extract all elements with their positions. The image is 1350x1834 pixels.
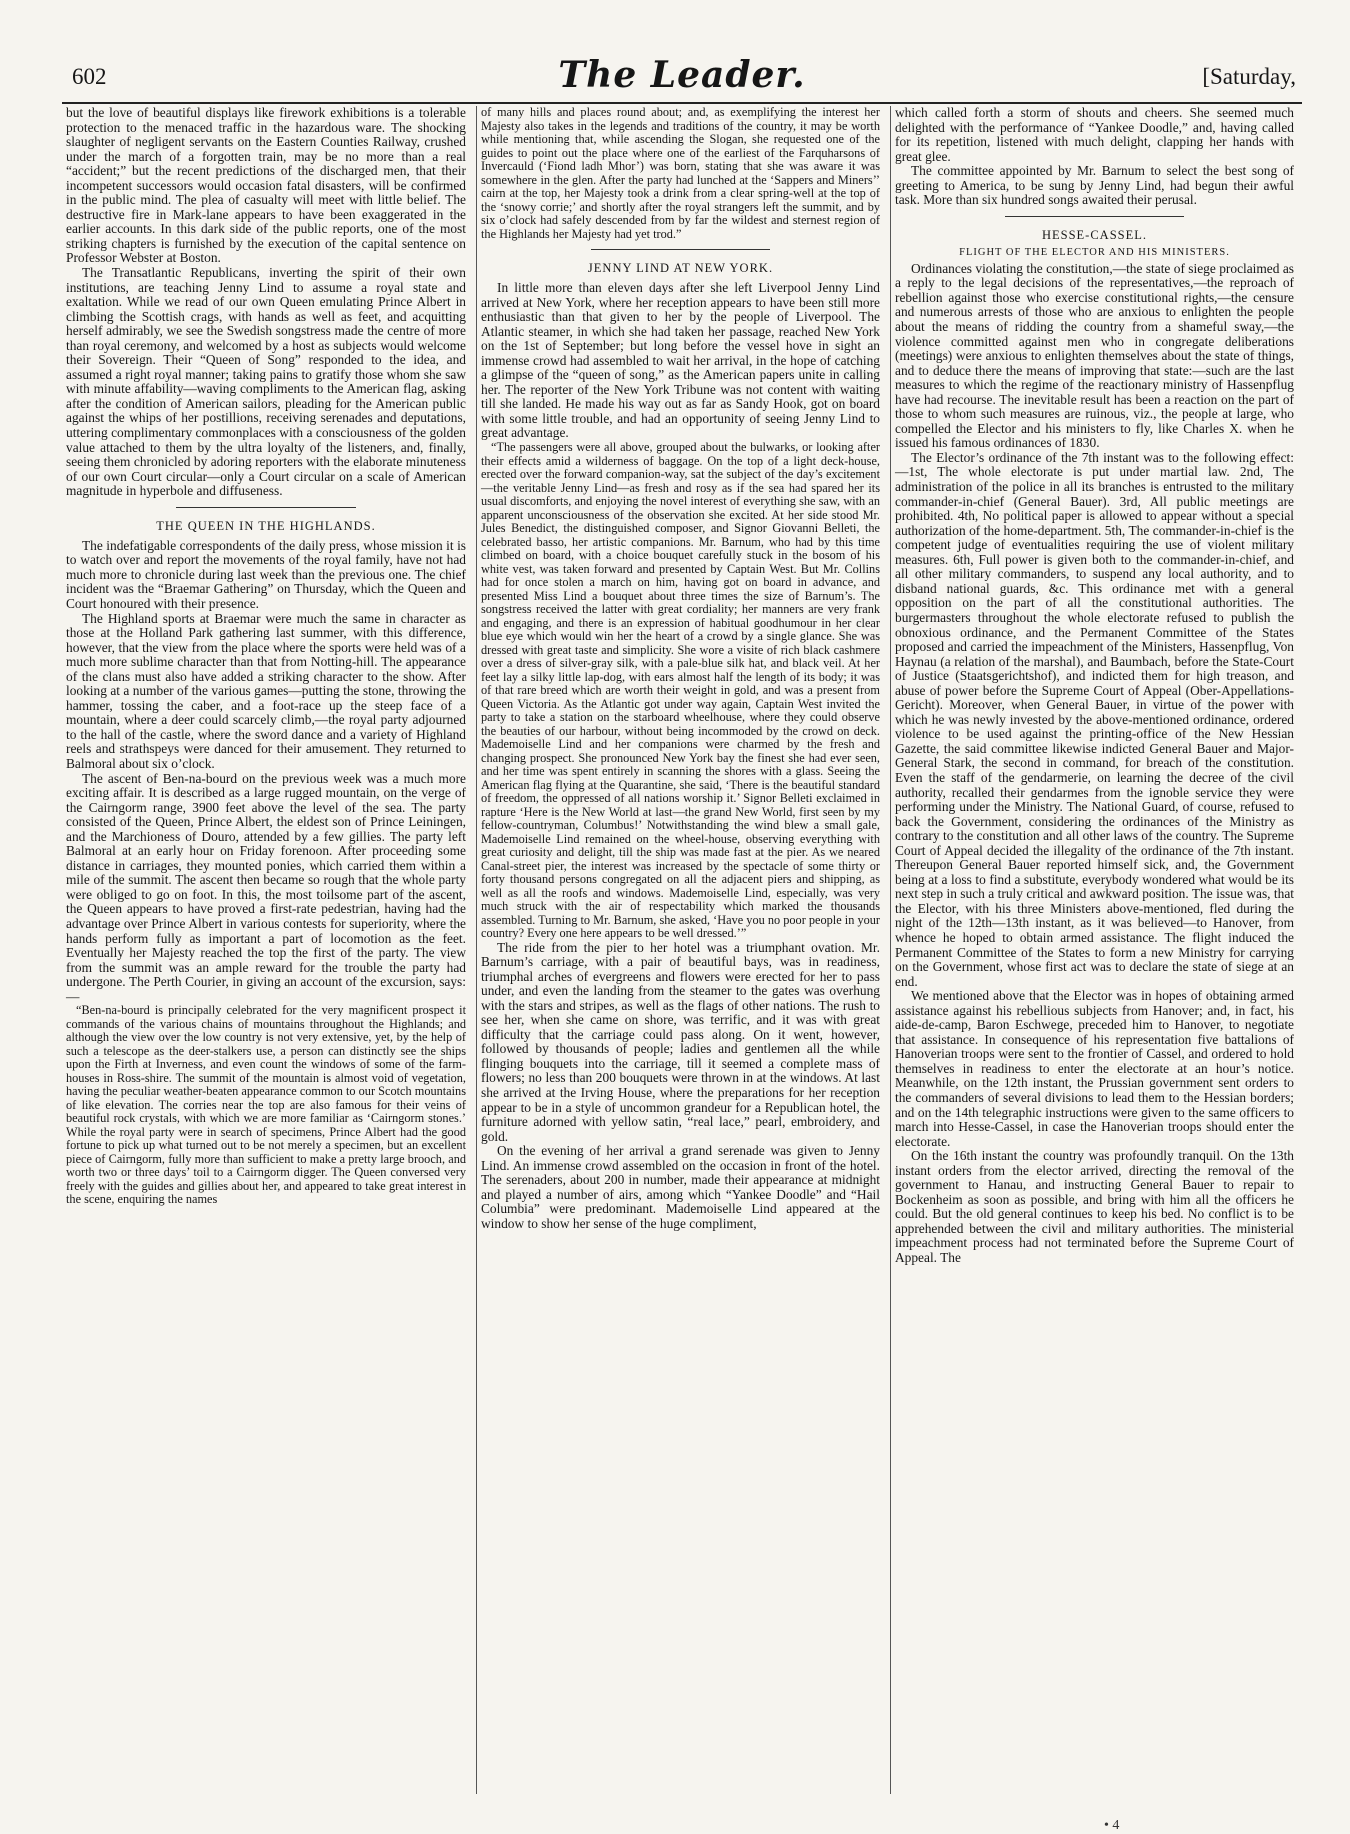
- page-number: 602: [72, 64, 107, 89]
- paragraph: The committee appointed by Mr. Barnum to select the best song of greeting to America, to be sung by Jenny Lind, had begun their awful task. More than six hundred songs awaited their perusal.: [895, 163, 1294, 208]
- paragraph: On the 16th instant the country was profoundly tranquil. On the 13th instant orders from the elector arrived, directing the removal of the government to Hanau, and instructing General Bauer to repair to Bockenheim as soon as possible, and bring with him all the officers he could. But the old general continues to keep his bed. No conflict is to be apprehended between the civil and military authorities. The ministerial impeachment process had not terminated before the Supreme Court of Appeal. The: [895, 1148, 1294, 1266]
- article-columns: [62, 106, 1302, 1794]
- section-subheading: FLIGHT OF THE ELECTOR AND HIS MINISTERS.: [959, 246, 1230, 258]
- paragraph: but the love of beautiful displays like firework exhibitions is a tolerable protection to the menaced traffic in the hazardous ware. The shocking slaughter of negligent servants on the Eastern Counties Railway, crushed under the march of a forgotten train, may be no more than a real “accident;” but the recent predictions of the discharged men, that their incompetent successors would occasion fatal disasters, will be confirmed in the public mind. The plea of casualty will meet with little belief. The destructive fire in Mark-lane appears to have been exaggerated in the earlier accounts. In this dark side of the public reports, one of the most striking chapters is furnished by the execution of the capital sentence on Professor Webster at Boston.: [66, 106, 466, 266]
- paragraph: The indefatigable correspondents of the daily press, whose mission it is to watch over and report the movements of the royal family, have not had much more to chronicle during last week than the previous one. The chief incident was the “Braemar Gathering” on Thursday, which the Queen and Court honoured with their presence.: [66, 537, 466, 611]
- page-header: [62, 54, 1302, 104]
- footer-mark: • 4: [1104, 1818, 1120, 1833]
- paragraph: Ordinances violating the constitution,—the state of siege proclaimed as a reply to the legal decisions of the representatives,—the reproach of rebellion against those who exercise constitutional rights,—the censure and numerous arrests of those who are anxious to enlighten the people about the means of ridding the country from a shameful sway,—the violence committed against men who in congregate deliberations (meetings) were anxious to enlighten themselves about the state of things, and to deduce there the means of improving that state:—such are the last measures to which the regime of the reactionary ministry of Hassenpflug have had recourse. The inevitable result has been a reaction on the part of those to whom such measures are ruinous, viz., the people at large, who compelled the Elector and his ministers to fly, like Charles X. when he issued his famous ordinances of 1830.: [895, 260, 1294, 451]
- paragraph: The Elector’s ordinance of the 7th instant was to the following effect:—1st, The whole electorate is put under martial law. 2nd, The administration of the police in all its branches is entrusted to the military commander-in-chief (General Bauer). 3rd, All public meetings are prohibited. 4th, No political paper is allowed to appear without a special authorization of the home-department. 5th, The commander-in-chief is the competent judge of eventualities requiring the use of violent military measures. 6th, Full power is given both to the commander-in-chief, and all other military commanders, to suspend any local authority, and to disband national guards, &c. This ordinance met with a general opposition on the part of all the constitutional authorities. The burgermasters throughout the whole electorate refused to publish the obnoxious ordinance, and the Permanent Committee of the States proposed and carried the impeachment of the Ministers, Hassenpflug, Von Haynau (a relation of the marshal), and Baumbach, before the State-Court of Justice (Staatsgerichtshof), and indicted them for high treason, and abuse of power before the Supreme Court of Appeal (Ober-Appellations-Gericht). Moreover, when General Bauer, in virtue of the power with which he was newly invested by the above-mentioned ordinance, ordered violence to be used against the printing-office of the New Hessian Gazette, the said committee likewise indicted General Bauer and Major-General Stark, the second in command, for breach of the constitution. Even the staff of the gendarmerie, on learning the decree of the civil authority, recalled their gendarmes from the ignoble service they were performing under the Ministry. The National Guard, of course, refused to back the Government, considering the ordinances of the Ministry as contrary to the constitution and all other laws of the country. The Supreme Court of Appeal decided the illegality of the ordinance of the 7th instant. Thereupon General Bauer reported himself sick, and, the Government being at a loss to find a substitute, everybody wondered what would be its next step in such a truly critical and awkward position. The issue was, that the Elector, with his three Ministers above-mentioned, fled during the night of the 12th—13th instant, as it was believed—to Hanover, from whence he hoped to obtain armed assistance. The flight induced the Permanent Committee of the States to form a new Ministry for carrying on the Government, whose first act was to declare the state of siege at an end.: [895, 449, 1294, 989]
- quoted-passage: “Ben-na-bourd is principally celebrated for the very magnificent prospect it commands of the various chains of mountains throughout the Highlands; and although the view over the low country is not very extensive, yet, by the help of such a telescope as the deer-stalkers use, a person can distinctly see the ships upon the Firth at Inverness, and even count the windows of some of the farm-houses in Ross-shire. The summit of the mountain is almost void of vegetation, having the peculiar weather-beaten appearance common to our Scotch mountains of like elevation. The corries near the top are also famous for their veins of beautiful rock crystals, with which we are more familiar as ‘Cairngorm stones.’ While the royal party were in search of specimens, Prince Albert had the good fortune to pick up what turned out to be not merely a specimen, but an excellent piece of Cairngorm, fully more than sufficient to make a pretty large brooch, and worth two or three days’ toil to a Cairngorm digger. The Queen conversed very freely with the guides and gillies about her, and appeared to take great interest in the scene, enquiring the names: [66, 1003, 466, 1207]
- paragraph: The ascent of Ben-na-bourd on the previous week was a much more exciting affair. It is described as a large rugged mountain, on the verge of the Cairngorm range, 3900 feet above the level of the sea. The party consisted of the Queen, Prince Albert, the eldest son of Prince Leiningen, and the Marchioness of Douro, attended by a few gillies. The party left Balmoral at an early hour on Friday forenoon. After proceeding some distance in carriages, they mounted ponies, which carried them within a mile of the summit. The ascent then became so rough that the whole party were obliged to go on foot. In this, the most toilsome part of the ascent, the Queen appears to have proved a first-rate pedestrian, having had the advantage over Prince Albert in various contests for superiority, where the hands perform fully as important a part of locomotion as the feet. Eventually her Majesty reached the top the first of the party. The view from the summit was an ample reward for the trouble the party had undergone. The Perth Courier, in giving an account of the excursion, says:—: [66, 770, 466, 1004]
- section-heading: JENNY LIND AT NEW YORK.: [587, 261, 774, 275]
- section-rule: [176, 507, 356, 508]
- paragraph: The ride from the pier to her hotel was a triumphant ovation. Mr. Barnum’s carriage, with a pair of beautiful bays, was in readiness, triumphal arches of evergreens and flowers were erected for her to pass under, and even the landing from the steamer to the gates was overhung with the stars and stripes, as well as the flags of other nations. The rush to see her, when she came on shore, was terrific, and it was with great difficulty that the carriage could pass along. On it went, however, followed by thousands of people; ladies and gentlemen all the while flinging bouquets into the carriage, till it seemed a complete mass of flowers; no less than 200 bouquets were thrown in at the windows. At last she arrived at the Irving House, where the preparations for her reception appear to be in a style of uncommon grandeur for a Republican hotel, the furniture adorned with yellow satin, “real lace,” pearl, embroidery, and gold.: [481, 939, 880, 1144]
- paragraph: which called forth a storm of shouts and cheers. She seemed much delighted with the performance of “Yankee Doodle,” and, having called for its repetition, listened with much delight, clapping her hands with great glee.: [895, 106, 1294, 164]
- quoted-passage: “The passengers were all above, grouped about the bulwarks, or looking after their effects amid a wilderness of baggage. On the top of a light deck-house, erected over the forward companion-way, sat the subject of the day’s excitement—the veritable Jenny Lind—as fresh and rosy as if the sea had spared her its usual discomforts, and enjoying the novel interest of everything she saw, with an apparent unconsciousness of the observation she excited. At her side stood Mr. Jules Benedict, the distinguished composer, and Signor Giovanni Belleti, the celebrated basso, her artistic companions. Mr. Barnum, who had by this time climbed on board, with a choice bouquet carefully stuck in the bosom of his white vest, was taken forward and presented by Captain West. But Mr. Collins had for once stolen a march on him, having got on board in advance, and presented Miss Lind a bouquet about three times the size of Barnum’s. The songstress received the latter with great cordiality; her manners are very frank and engaging, and there is an expression of habitual goodhumour in her clear blue eye which would win her the heart of a crowd by a single glance. She was dressed with great taste and simplicity. She wore a visite of rich black cashmere over a dress of silver-gray silk, with a pale-blue silk hat, and black veil. At her feet lay a silky little lap-dog, with ears almost half the length of its body; it was of that rare breed which are worth their weight in gold, and was a present from Queen Victoria. As the Atlantic got under way again, Captain West invited the party to take a station on the starboard wheelhouse, where they could observe the beauties of our harbour, without being incommoded by the crowd on deck. Mademoiselle Lind and her companions were charmed by the fresh and changing prospect. She pronounced New York bay the finest she had ever seen, and her time was spent entirely in scanning the shores with a glass. Seeing the American flag flying at the Quarantine, she said, ‘There is the beautiful standard of freedom, the oppressed of all nations worship it.’ Signor Belleti exclaimed in rapture ‘Here is the New World at last—the grand New World, first seen by my fellow-countryman, Columbus!’ Notwithstanding the wind blew a small gale, Mademoiselle Lind remained on the wheel-house, observing everything with great curiosity and delight, till the ship was made fast at the pier. As we neared Canal-street pier, the interest was increased by the spectacle of some thirty or forty thousand persons congregated on all the adjacent piers and shipping, as well as all the roofs and windows. Mademoiselle Lind, especially, was very much struck with the air of respectability which marked the thousands assembled. Turning to Mr. Barnum, she asked, ‘Have you no poor people in your country? Every one here appears to be well dressed.’”: [481, 440, 880, 941]
- section-rule: [591, 249, 771, 250]
- masthead-title: The Leader.: [558, 54, 806, 96]
- section-rule: [1005, 216, 1185, 217]
- paragraph: The Transatlantic Republicans, inverting the spirit of their own institutions, are teaching Jenny Lind to assume a royal state and exaltation. While we read of our own Queen emulating Prince Albert in climbing the Scottish crags, with hands as well as feet, and acquitting herself admirably, we see the Swedish songstress made the centre of more than royal ceremony, and welcomed by a host as subjects would welcome their Sovereign. Their “Queen of Song” responded to the idea, and assumed a right royal manner; taking pains to gratify those whom she saw with minute affability—waving compliments to the American flag, asking after the condition of American sailors, pleading for the American public against the whips of her postillions, receiving serenades and deputations, uttering complimentary commonplaces with a consciousness of the golden value attached to them by the ultra loyalty of the listeners, and, finally, seeing them chronicled by adoring reporters with the elaborate minuteness of our own Court circular—only a Court circular on a scale of American magnitude in hyperbole and diffuseness.: [66, 265, 466, 499]
- paragraph: In little more than eleven days after she left Liverpool Jenny Lind arrived at New York, where her reception appears to have been still more enthusiastic than that given to her by the people of Liverpool. The Atlantic steamer, in which she had taken her passage, reached New York on the 1st of September; but long before the vessel hove in sight an immense crowd had assembled to wait her arrival, in the hope of catching a glimpse of the “queen of song,” as the American papers unite in calling her. The reporter of the New York Tribune was not content with waiting till she landed. He made his way out as far as Sandy Hook, got on board with some little trouble, and had an opportunity of seeing Jenny Lind to great advantage.: [481, 280, 880, 441]
- issue-day: [Saturday,: [1202, 64, 1296, 89]
- paragraph: The Highland sports at Braemar were much the same in character as those at the Holland Park gathering last summer, with this difference, however, that the view from the place where the sports were held was of a much more sublime character than that from Notting-hill. The appearance of the clans must also have added a striking character to the show. After looking at a number of the various games—putting the stone, throwing the hammer, tossing the caber, and a foot-race up the steep face of a mountain, where a deer could scarcely climb,—the royal party adjourned to the hall of the castle, where the sword dance and a variety of Highland reels and strathspeys were danced for their amusement. They returned to Balmoral about six o’clock.: [66, 610, 466, 771]
- newspaper-page: [62, 54, 1302, 1794]
- column-1: [62, 106, 470, 1794]
- quoted-passage: of many hills and places round about; and, as exemplifying the interest her Majesty also takes in the legends and traditions of the country, it may be worth while mentioning that, while ascending the Slogan, she requested one of the guides to point out the place where one of the earliest of the Farquharsons of Invercauld (‘Fiond ladh Mhor’) was born, stating that she was aware it was somewhere in the glen. After the party had lunched at the ‘Sappers and Miners’’ cairn at the top, her Majesty took a drink from a clear spring-well at the top of the ‘snowy corrie;’ and shortly after the royal strangers left the summit, and by six o’clock had safely descended from by far the wildest and sternest region of the Highlands her Majesty had yet trod.”: [481, 106, 880, 241]
- paragraph: We mentioned above that the Elector was in hopes of obtaining armed assistance against his rebellious subjects from Hanover; and, in fact, his aide-de-camp, Baron Eschwege, preceded him to Hanover, to negotiate that assistance. In consequence of his representation five battalions of Hanoverian troops were sent to the frontier of Cassel, and ordered to hold themselves in readiness to enter the electorate at an hour’s notice. Meanwhile, on the 12th instant, the Prussian government sent orders to the commanders of several divisions to lead them to the Hessian borders; and on the 14th telegraphic instructions were given to the same officers to march into Hesse-Cassel, in case the Hanoverian troops should enter the electorate.: [895, 988, 1294, 1149]
- paragraph: On the evening of her arrival a grand serenade was given to Jenny Lind. An immense crowd assembled on the occasion in front of the hotel. The serenaders, about 200 in number, made their appearance at midnight and played a number of airs, among which “Yankee Doodle” and “Hail Columbia” were predominant. Mademoiselle Lind appeared at the window to show her sense of the huge compliment,: [481, 1143, 880, 1231]
- section-heading: HESSE-CASSEL.: [1041, 227, 1148, 242]
- column-3: [890, 106, 1298, 1794]
- section-heading: THE QUEEN IN THE HIGHLANDS.: [156, 518, 376, 533]
- column-2: [476, 106, 884, 1794]
